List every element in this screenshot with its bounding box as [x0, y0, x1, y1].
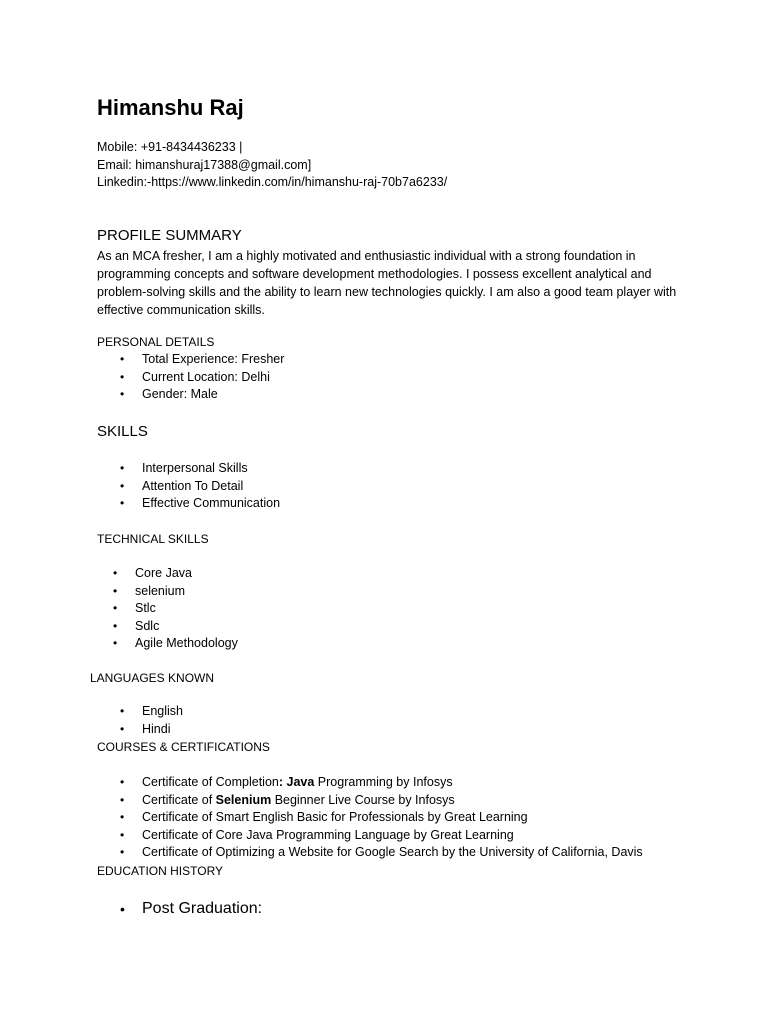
certifications-heading: COURSES & CERTIFICATIONS [97, 740, 270, 754]
contact-mobile: Mobile: +91-8434436233 | [97, 140, 243, 154]
bullet-icon: • [120, 704, 125, 718]
bullet-icon: • [113, 566, 118, 580]
bullet-icon: • [120, 810, 125, 824]
list-item: • Attention To Detail [120, 478, 280, 496]
contact-linkedin: Linkedin:-https://www.linkedin.com/in/himanshu-raj-70b7a6233/ [97, 175, 448, 189]
list-item: • Certificate of Completion: Java Programming by Infosys [120, 774, 643, 792]
list-item: • Sdlc [113, 618, 238, 636]
languages-heading: LANGUAGES KNOWN [90, 671, 215, 685]
bullet-icon: • [113, 601, 118, 615]
bullet-icon: • [120, 845, 125, 859]
bullet-icon: • [113, 583, 118, 598]
contact-email: Email: himanshuraj17388@gmail.com] [97, 158, 312, 172]
profile-summary-heading: PROFILE SUMMARY [97, 227, 242, 244]
list-item: • Current Location: Delhi [120, 369, 284, 387]
bullet-icon: • [120, 496, 125, 510]
bullet-icon: • [120, 369, 125, 384]
bullet-icon: • [120, 901, 125, 917]
bullet-icon: • [113, 636, 118, 650]
list-item: • Certificate of Optimizing a Website for Google Search by the University of California, Davis [120, 844, 643, 862]
skills-list [120, 460, 280, 513]
bullet-icon: • [120, 461, 125, 475]
languages-list [120, 703, 183, 738]
education-heading: EDUCATION HISTORY [97, 864, 224, 878]
technical-skills-heading: TECHNICAL SKILLS [97, 532, 209, 546]
list-item: • Gender: Male [120, 386, 284, 404]
bullet-icon: • [120, 827, 125, 842]
profile-summary-text: As an MCA fresher, I am a highly motivated and enthusiastic individual with a strong foundation in programming concepts and software development methodologies. I possess excellent analytical and problem-solving skills and the ability to learn new technologies quickly. I am also a good team player with effective communication skills. [97, 249, 677, 317]
technical-skills-list [113, 565, 238, 653]
list-item: • selenium [113, 583, 238, 601]
bullet-icon: • [120, 792, 125, 807]
list-item: • Agile Methodology [113, 635, 238, 653]
skills-heading: SKILLS [97, 423, 148, 440]
certifications-list [120, 774, 643, 862]
list-item: • Core Java [113, 565, 238, 583]
list-item: • Certificate of Core Java Programming Language by Great Learning [120, 827, 643, 845]
education-list [120, 898, 262, 920]
bullet-icon: • [120, 352, 125, 366]
bullet-icon: • [120, 478, 125, 493]
bullet-icon: • [113, 618, 118, 633]
personal-details-list [120, 351, 284, 404]
candidate-name: Himanshu Raj [97, 95, 244, 120]
list-item: • Post Graduation: [120, 898, 262, 920]
bullet-icon: • [120, 721, 125, 736]
list-item: • Total Experience: Fresher [120, 351, 284, 369]
list-item: • Effective Communication [120, 495, 280, 513]
personal-details-heading: PERSONAL DETAILS [97, 335, 215, 349]
list-item: • Certificate of Smart English Basic for Professionals by Great Learning [120, 809, 643, 827]
list-item: • Certificate of Selenium Beginner Live Course by Infosys [120, 792, 643, 810]
list-item: • Stlc [113, 600, 238, 618]
bullet-icon: • [120, 387, 125, 401]
list-item: • Interpersonal Skills [120, 460, 280, 478]
list-item: • English [120, 703, 183, 721]
bullet-icon: • [120, 775, 125, 789]
list-item: • Hindi [120, 721, 183, 739]
